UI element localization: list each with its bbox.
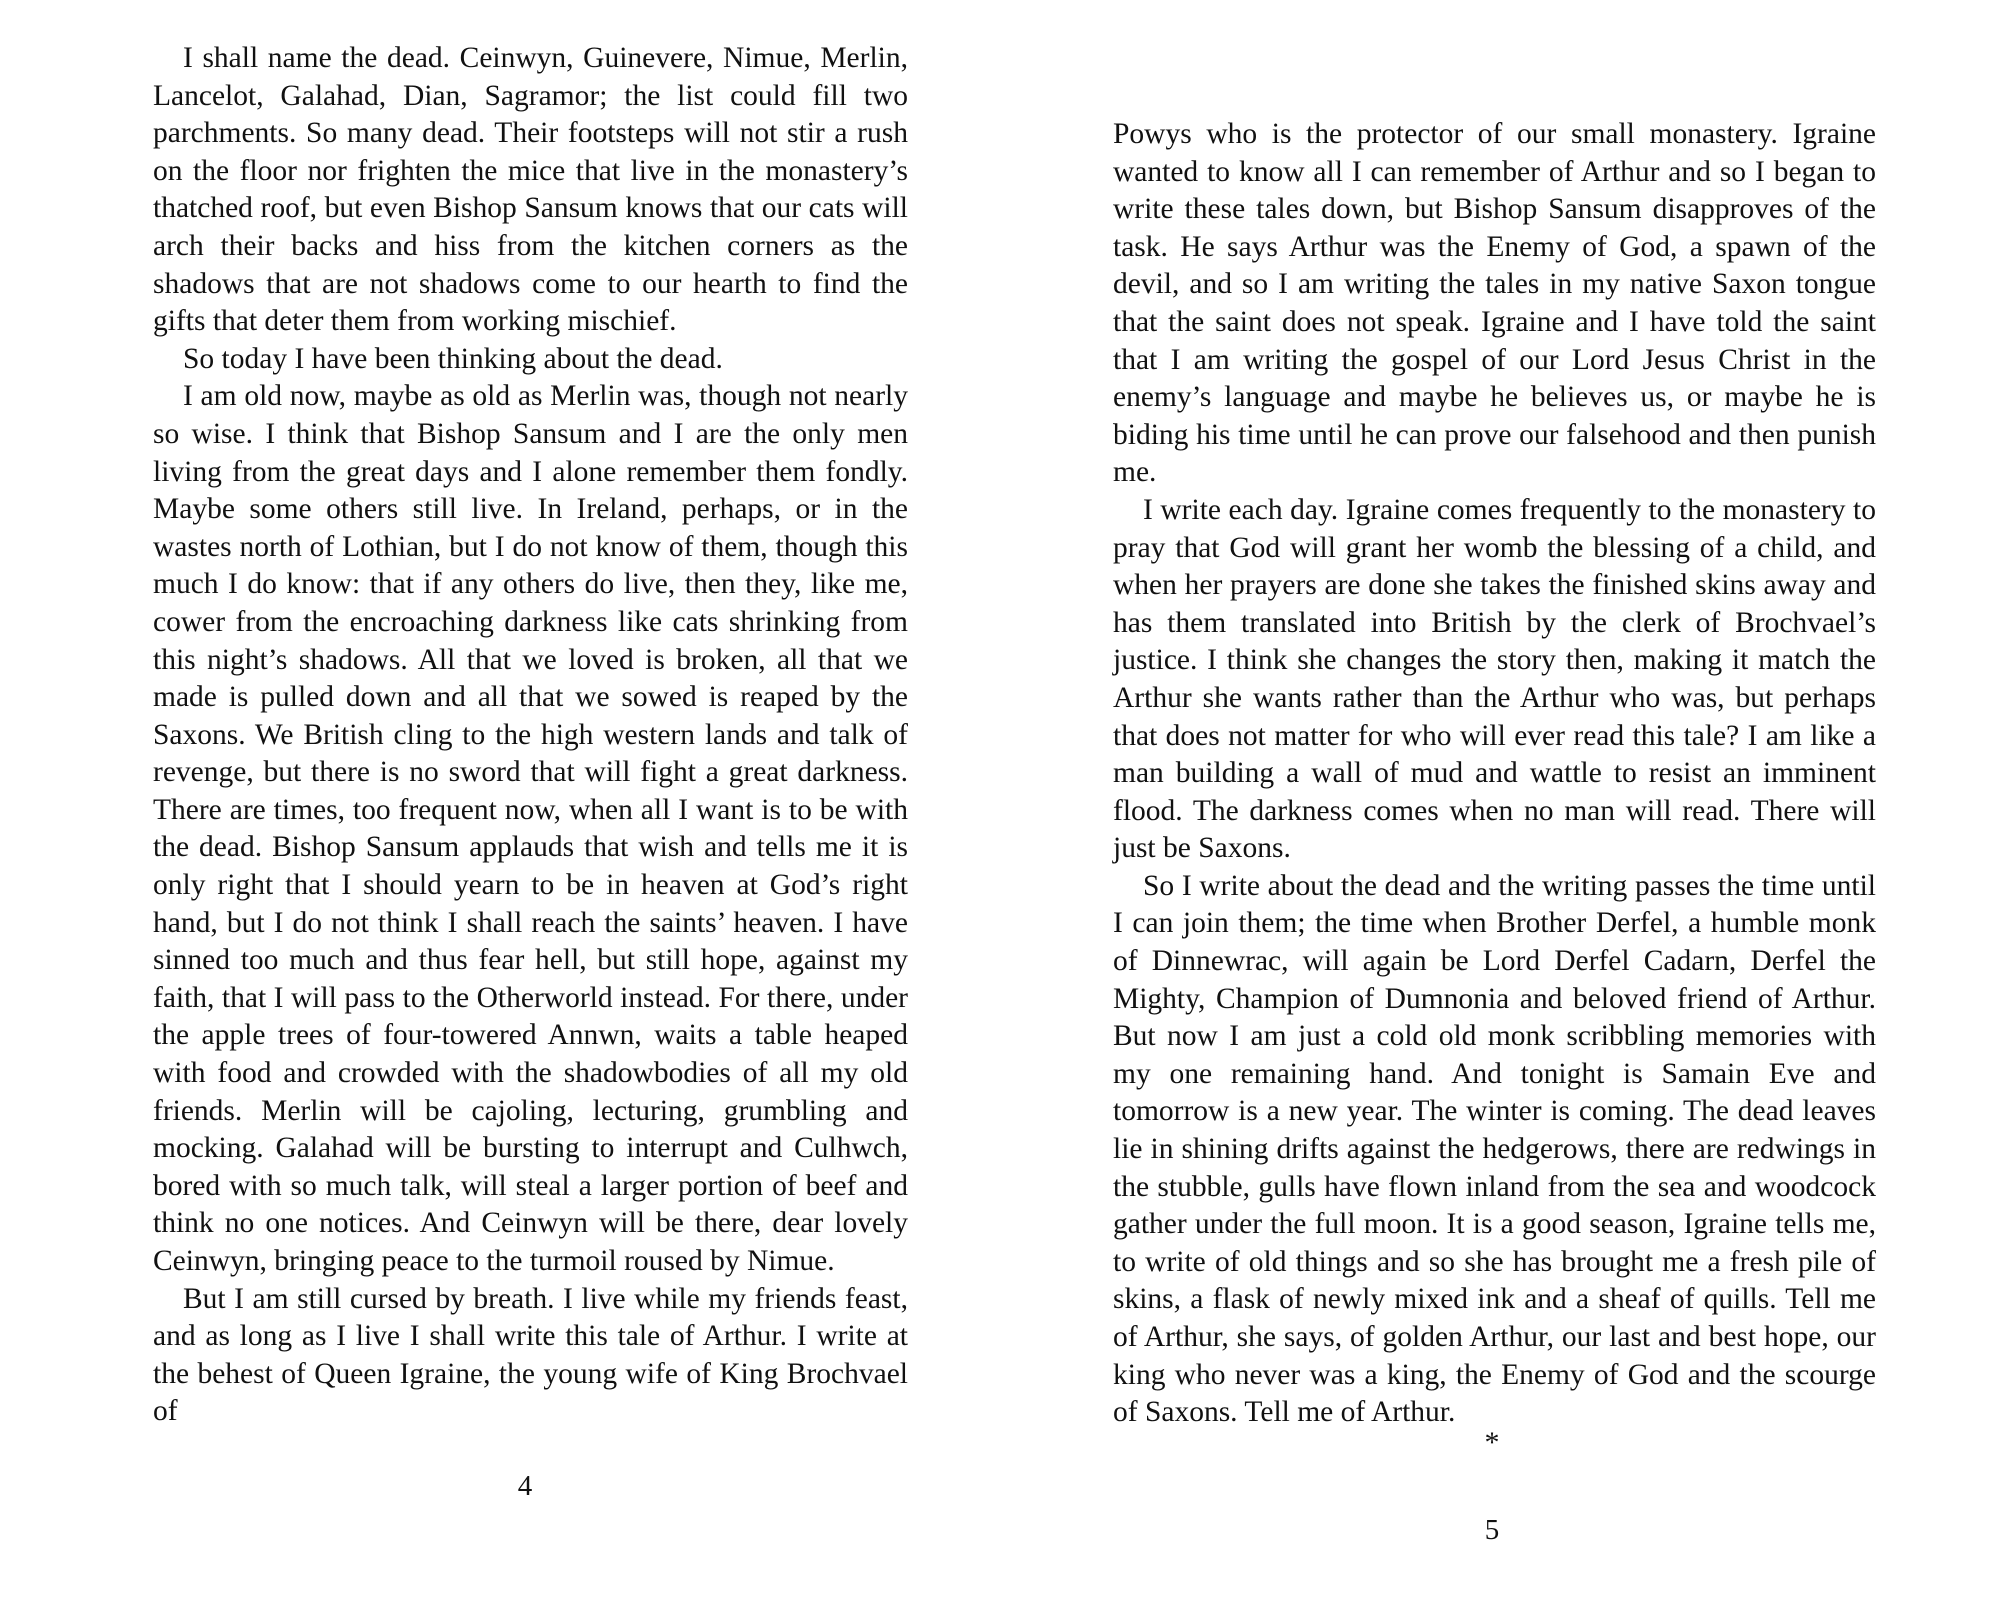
right-paragraph-2: So I write about the dead and the writing passes the time until I can join them; the time when Brother Derfel, a humble monk of Dinnewrac, will again be Lord Derfel Cadarn, Derfel the Mighty, Champion of Dumnonia and beloved friend of Arthur. But now I am just a cold old monk scribbling memories with my one remaining hand. And tonight is Samain Eve and tomorrow is a new year. The winter is coming. The dead leaves lie in shining drifts against the hedgerows, there are redwings in the stubble, gulls have flown inland from the sea and woodcock gather under the full moon. It is a good season, Igraine tells me, to write of old things and so she has brought me a fresh pile of skins, a flask of newly mixed ink and a sheaf of quills. Tell me of Arthur, she says, of golden Arthur, our last and best hope, our king who never was a king, the Enemy of God and the scourge of Saxons. Tell me of Arthur.: [1113, 869, 1876, 1429]
section-break-asterisk: *: [1484, 1426, 1500, 1459]
left-paragraph-4: But I am still cursed by breath. I live while my friends feast, and as long as I live I shall write this tale of Arthur. I write at the behest of Queen Igraine, the young wife of King Brochvael of: [153, 1282, 908, 1428]
right-page-number: 5: [1484, 1514, 1500, 1546]
book-gutter: [999, 0, 1001, 1603]
right-page-text: [1113, 116, 1876, 1432]
right-paragraph-1: I write each day. Igraine comes frequently to the monastery to pray that God will grant her womb the blessing of a child, and when her prayers are done she takes the finished skins away and has them translated into British by the clerk of Brochvael’s justice. I think she changes the story then, making it match the Arthur she wants rather than the Arthur who was, but perhaps that does not matter for who will ever read this tale? I am like a man building a wall of mud and wattle to resist an imminent flood. The darkness comes when no man will read. There will just be Saxons.: [1113, 493, 1876, 865]
right-continuation-paragraph: Powys who is the protector of our small monastery. Igraine wanted to know all I can remember of Arthur and so I began to write these tales down, but Bishop Sansum disapproves of the task. He says Arthur was the Enemy of God, a spawn of the devil, and so I am writing the tales in my native Saxon tongue that the saint does not speak. Igraine and I have told the saint that I am writing the gospel of our Lord Jesus Christ in the enemy’s language and maybe he believes us, or maybe he is biding his time until he can prove our falsehood and then punish me.: [1113, 118, 1876, 489]
left-paragraph-2: So today I have been thinking about the dead.: [183, 342, 723, 375]
left-paragraph-3: I am old now, maybe as old as Merlin was, though not nearly so wise. I think that Bishop Sansum and I are the only men living from the great days and I alone remember them fondly. Maybe some others still live. In Ireland, perhaps, or in the wastes north of Lothian, but I do not know of them, though this much I do know: that if any others do live, then they, like me, cower from the encroaching darkness like cats shrinking from this night’s shadows. All that we loved is broken, all that we made is pulled down and all that we sowed is reaped by the Saxons. We British cling to the high western lands and talk of revenge, but there is no sword that will fight a great darkness. There are times, too frequent now, when all I want is to be with the dead. Bishop Sansum applauds that wish and tells me it is only right that I should yearn to be in heaven at God’s right hand, but I do not think I shall reach the saints’ heaven. I have sinned too much and thus fear hell, but still hope, against my faith, that I will pass to the Otherworld instead. For there, under the apple trees of four-towered Annwn, waits a table heaped with food and crowded with the shadowbodies of all my old friends. Merlin will be cajoling, lecturing, grumbling and mocking. Galahad will be bursting to interrupt and Culhwch, bored with so much talk, will steal a larger portion of beef and think no one notices. And Ceinwyn will be there, dear lovely Ceinwyn, bringing peace to the turmoil roused by Nimue.: [153, 380, 908, 1277]
left-paragraph-1: I shall name the dead. Ceinwyn, Guinevere, Nimue, Merlin, Lancelot, Galahad, Dian, Sagramor; the list could fill two parchments. So many dead. Their footsteps will not stir a rush on the floor nor frighten the mice that live in the monastery’s thatched roof, but even Bishop Sansum knows that our cats will arch their backs and hiss from the kitchen corners as the shadows that are not shadows come to our hearth to find the gifts that deter them from working mischief.: [153, 42, 908, 338]
left-page-number: 4: [517, 1470, 533, 1502]
left-page-text: [153, 40, 908, 1431]
